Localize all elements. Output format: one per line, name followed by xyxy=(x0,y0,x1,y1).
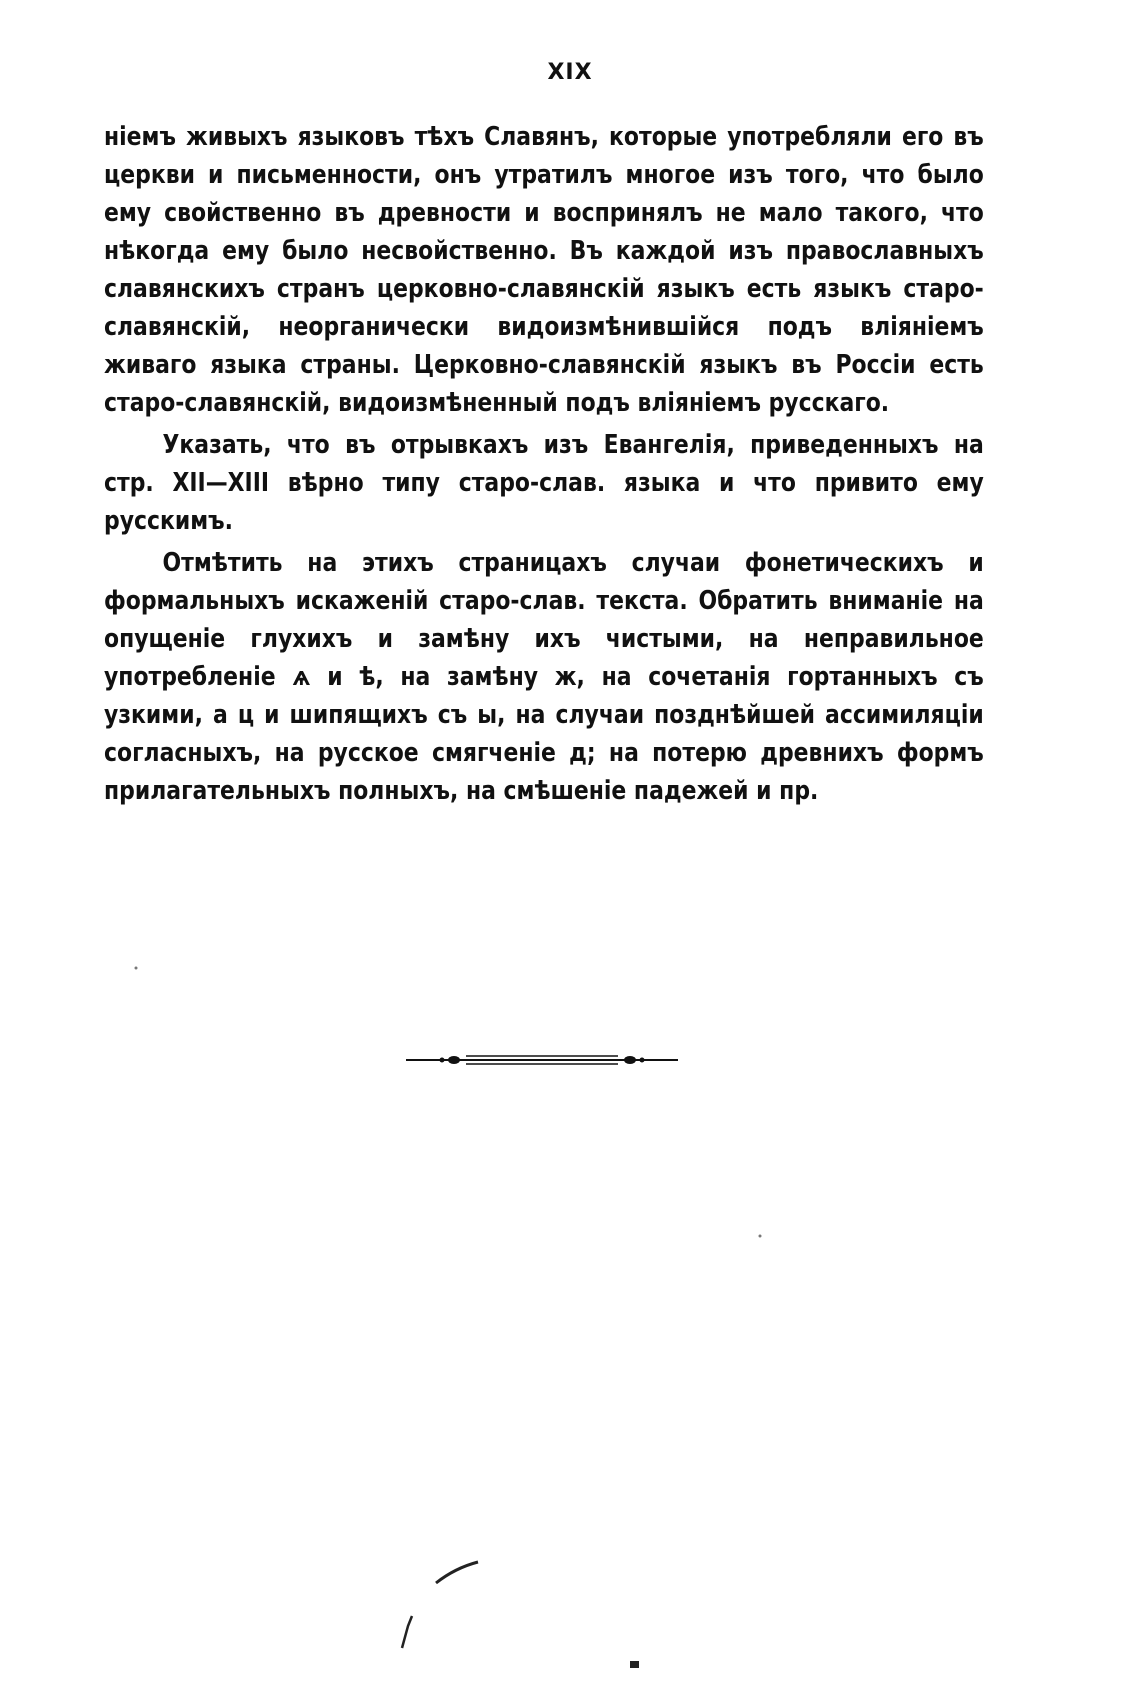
ornamental-divider xyxy=(406,1052,678,1068)
paragraph-1: ніемъ живыхъ языковъ тѣхъ Славянъ, которые употребляли его въ церкви и письменности, онъ утратилъ многое изъ того, что было ему свойственно въ древности и воспринялъ не мало такого, что нѣкогда ему было несвойственно. Въ каждой изъ православныхъ славянскихъ странъ церковно-славянскій языкъ есть языкъ старо-славянскій, неорганически видоизмѣнившійся подъ вліяніемъ живаго языка страны. Церковно-славянскій языкъ въ Россіи есть старо-славянскій, видоизмѣненный подъ вліяніемъ русскаго. xyxy=(104,122,984,418)
paragraph-2: Указать, что въ отрывкахъ изъ Евангелія, приведенныхъ на стр. XII—XIII вѣрно типу старо-слав. языка и что привито ему русскимъ. xyxy=(104,430,984,536)
page-number: XIX xyxy=(547,60,593,85)
body-text xyxy=(104,118,984,810)
paragraph-3: Отмѣтить на этихъ страницахъ случаи фонетическихъ и формальныхъ искаженій старо-слав. текста. Обратить вниманіе на опущеніе глухихъ и замѣну ихъ чистыми, на неправильное употребленіе ѧ и ѣ, на замѣну ж, на сочетанія гортанныхъ съ узкими, а ц и шипящихъ съ ы, на случаи позднѣйшей ассимиляціи согласныхъ, на русское смягченіе д; на потерю древнихъ формъ прилагательныхъ полныхъ, на смѣшеніе падежей и пр. xyxy=(104,548,984,806)
